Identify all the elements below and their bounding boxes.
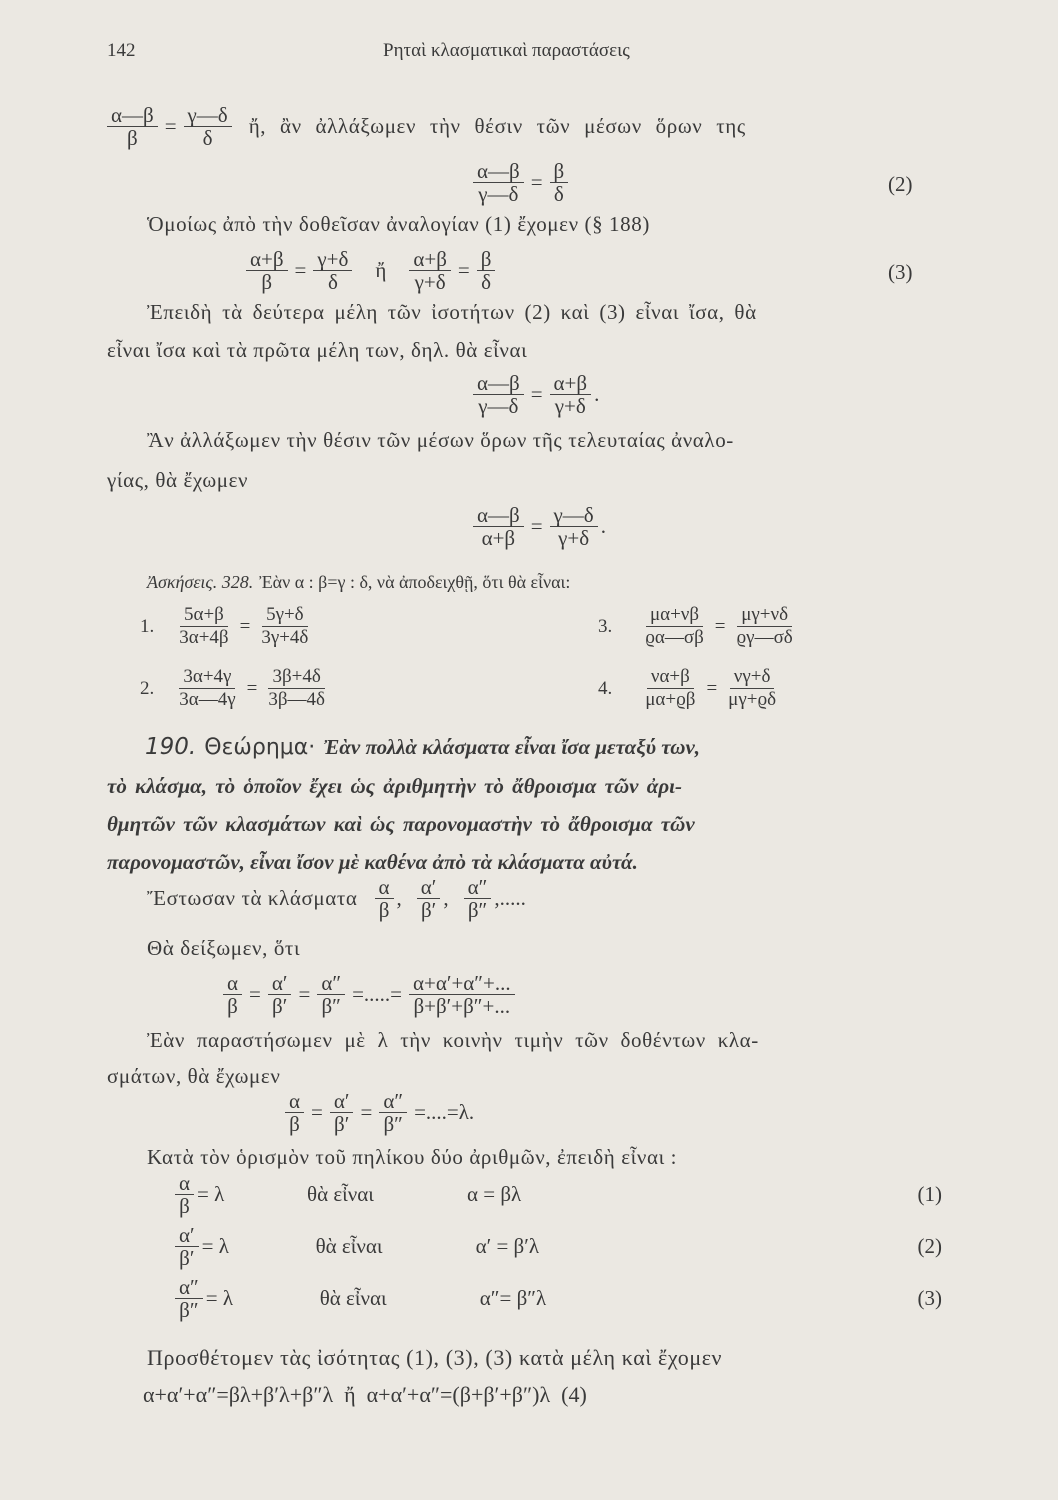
fraction xyxy=(317,972,345,1017)
numerator: α′ xyxy=(330,1090,354,1113)
equation-line xyxy=(282,1090,478,1135)
fraction xyxy=(175,604,232,649)
denominator: γ+δ xyxy=(558,526,590,550)
denominator: β xyxy=(378,898,390,922)
fraction xyxy=(724,666,780,711)
period: . xyxy=(600,514,606,538)
denominator: μγ+ϱδ xyxy=(728,689,777,710)
equals-lambda: = λ xyxy=(197,1182,225,1206)
equation-3 xyxy=(243,248,498,293)
numerator: α—β xyxy=(107,104,158,127)
paragraph-text: ἤ, ἂν ἀλλάξωμεν τὴν θέσιν τῶν μέσων ὅρων της xyxy=(248,114,746,138)
denominator: γ+δ xyxy=(414,270,446,294)
numerator: γ+δ xyxy=(313,248,352,271)
paragraph-text: Ὁμοίως ἀπὸ τὴν δοθεῖσαν ἀναλογίαν (1) ἔχομεν (§ 188) xyxy=(147,212,650,236)
numerator: 5γ+δ xyxy=(262,604,308,627)
numerator: α″ xyxy=(379,1090,407,1113)
equation-result: α′ = β′λ xyxy=(475,1234,540,1258)
numerator: 3β+4δ xyxy=(268,666,324,689)
theorem-text: θμητῶν τῶν κλασμάτων καὶ ὡς παρονομαστὴν τὸ ἄθροισμα τῶν xyxy=(107,812,695,836)
numerator: α+β xyxy=(409,248,451,271)
paragraph-text: Ἔστωσαν τὰ κλάσματα xyxy=(147,886,358,910)
or-word: ἤ xyxy=(375,258,387,282)
fraction xyxy=(550,160,569,205)
page-number: 142 xyxy=(107,40,136,61)
fraction xyxy=(473,372,524,417)
paragraph-text: σμάτων, θὰ ἔχωμεν xyxy=(107,1064,281,1088)
connector-text: θὰ εἶναι xyxy=(315,1234,383,1258)
equals: = xyxy=(164,114,177,138)
equation-row xyxy=(172,1172,942,1217)
paragraph-text: Κατὰ τὸν ὁρισμὸν τοῦ πηλίκου δύο ἀριθμῶν, ἐπειδὴ εἶναι : xyxy=(147,1145,678,1169)
numerator: α—β xyxy=(473,160,524,183)
denominator: 3β—4δ xyxy=(268,689,325,710)
exercises-label: Ἀσκήσεις. 328. xyxy=(147,572,254,592)
denominator: ϱγ—σδ xyxy=(736,627,793,648)
numerator: α″ xyxy=(175,1276,203,1299)
numerator: α+β xyxy=(246,248,288,271)
denominator: β′ xyxy=(272,994,288,1018)
paragraph-text: Ἐὰν παραστήσωμεν μὲ λ τὴν κοινὴν τιμὴν τῶν δοθέντων κλα- xyxy=(147,1028,759,1052)
denominator: δ xyxy=(553,182,564,206)
equation-result: α″= β″λ xyxy=(479,1286,547,1310)
numerator: 5α+β xyxy=(180,604,228,627)
paragraph-text: Θὰ δείξωμεν, ὅτι xyxy=(147,936,301,960)
numerator: α xyxy=(375,876,394,899)
numerator: β xyxy=(477,248,496,271)
equation-line xyxy=(470,504,606,549)
denominator: δ xyxy=(481,270,492,294)
equals: = xyxy=(530,382,543,406)
theorem-text: τὸ κλάσμα, τὸ ὁποῖον ἔχει ὡς ἀριθμητὴν τὸ ἄθροισμα τῶν ἀρι- xyxy=(107,774,683,798)
numerator: α xyxy=(175,1172,194,1195)
equals: = xyxy=(294,258,307,282)
exercise-number: 1. xyxy=(140,615,155,637)
fraction xyxy=(257,604,312,649)
equals: = xyxy=(298,982,311,1006)
fraction xyxy=(550,372,592,417)
numerator: μγ+νδ xyxy=(737,604,792,627)
denominator: β″ xyxy=(467,898,488,922)
equation-tag: (2) xyxy=(917,1234,942,1258)
equals-lambda: = λ xyxy=(201,1234,229,1258)
fraction xyxy=(175,1276,203,1321)
paragraph-text: εἶναι ἴσα καὶ τὰ πρῶτα μέλη των, δηλ. θὰ εἶναι xyxy=(107,338,528,362)
denominator: γ—δ xyxy=(478,182,519,206)
numerator: γ—δ xyxy=(184,104,232,127)
denominator: β″ xyxy=(383,1112,403,1136)
exercise-item xyxy=(140,666,332,711)
exercises-text: Ἐὰν α : β=γ : δ, νὰ ἀποδειχθῇ, ὅτι θὰ εἶναι: xyxy=(259,572,571,592)
denominator: β xyxy=(179,1194,190,1218)
numerator: μα+νβ xyxy=(646,604,703,627)
theorem-text: παρονομαστῶν, εἶναι ἴσον μὲ καθένα ἀπὸ τὰ κλάσματα αὐτά. xyxy=(107,850,638,874)
equation-line xyxy=(470,372,599,417)
denominator: α+β xyxy=(481,526,516,550)
denominator: β xyxy=(261,270,273,294)
fraction xyxy=(473,160,524,205)
comma: , xyxy=(443,886,449,910)
equals: = xyxy=(239,615,251,637)
numerator: α″ xyxy=(317,972,345,995)
period: . xyxy=(594,382,600,406)
fraction xyxy=(733,604,797,649)
denominator: δ xyxy=(327,270,338,294)
denominator: β xyxy=(127,126,138,150)
equals: = xyxy=(530,170,543,194)
equation-tag: (2) xyxy=(888,172,913,196)
fraction xyxy=(379,1090,407,1135)
equation-tag: (1) xyxy=(917,1182,942,1206)
denominator: δ xyxy=(202,126,213,150)
fraction xyxy=(550,504,598,549)
ellipsis: ,..... xyxy=(494,886,526,910)
equation-tag: (3) xyxy=(888,260,913,284)
denominator: γ—δ xyxy=(478,394,519,418)
theorem-heading xyxy=(145,734,700,760)
denominator: β+β′+β″+... xyxy=(413,994,511,1018)
fraction xyxy=(375,876,394,921)
fraction xyxy=(330,1090,354,1135)
equation-4: α+α′+α″=βλ+β′λ+β″λ ἤ α+α′+α″=(β+β′+β″)λ (4) xyxy=(143,1382,587,1407)
equals: = xyxy=(311,1100,323,1124)
comma: , xyxy=(396,886,402,910)
fraction xyxy=(285,1090,304,1135)
paragraph-text: Ἐπειδὴ τὰ δεύτερα μέλη τῶν ἰσοτήτων (2) καὶ (3) εἶναι ἴσα, θὰ xyxy=(147,300,757,324)
numerator: α′ xyxy=(268,972,292,995)
equals: = xyxy=(714,615,726,637)
equation-row xyxy=(172,1224,942,1269)
numerator: α xyxy=(223,972,242,995)
equals: = xyxy=(360,1100,373,1124)
ellipsis-equals: =.....= xyxy=(352,982,402,1006)
connector-text: θὰ εἶναι xyxy=(319,1286,387,1310)
denominator: β′ xyxy=(334,1112,350,1136)
fraction xyxy=(175,666,239,711)
equals: = xyxy=(706,677,718,699)
denominator: μα+ϱβ xyxy=(645,689,696,710)
denominator: ϱα—σβ xyxy=(645,627,704,648)
denominator: β″ xyxy=(179,1298,199,1322)
fraction xyxy=(264,666,329,711)
denominator: β′ xyxy=(179,1246,195,1270)
equation-result: α = βλ xyxy=(467,1182,522,1206)
denominator: γ+δ xyxy=(554,394,586,418)
paragraph-text: Προσθέτομεν τὰς ἰσότητας (1), (3), (3) κατὰ μέλη καὶ ἔχομεν xyxy=(147,1345,723,1370)
denominator: β xyxy=(227,994,238,1018)
exercises-heading xyxy=(147,572,570,593)
numerator: β xyxy=(550,160,569,183)
numerator: νγ+δ xyxy=(730,666,775,689)
denominator: β′ xyxy=(420,898,437,922)
fraction xyxy=(473,504,524,549)
section-number: 190. xyxy=(145,734,197,760)
connector-text: θὰ εἶναι xyxy=(307,1182,374,1206)
equals-lambda: =....=λ. xyxy=(414,1100,475,1124)
numerator: α xyxy=(285,1090,304,1113)
equals: = xyxy=(246,677,258,699)
equation-row xyxy=(172,1276,942,1321)
theorem-text: Ἐὰν πολλὰ κλάσματα εἶναι ἴσα μεταξύ των, xyxy=(323,734,701,759)
denominator: 3α—4γ xyxy=(179,689,236,710)
fraction xyxy=(246,248,288,293)
fraction xyxy=(641,604,708,649)
paragraph-text: Ἂν ἀλλάξωμεν τὴν θέσιν τῶν μέσων ὅρων τῆς τελευταίας ἀναλο- xyxy=(147,428,734,452)
numerator: να+β xyxy=(647,666,694,689)
numerator: α+β xyxy=(550,372,592,395)
equals: = xyxy=(530,514,543,538)
exercise-number: 4. xyxy=(598,677,613,699)
equation-line xyxy=(104,104,746,149)
exercise-item xyxy=(598,666,783,711)
fraction xyxy=(268,972,292,1017)
fraction xyxy=(107,104,158,149)
exercise-item xyxy=(598,604,800,649)
denominator: 3γ+4δ xyxy=(261,627,309,648)
exercise-number: 2. xyxy=(140,677,155,699)
denominator: 3α+4β xyxy=(179,627,229,648)
numerator: α—β xyxy=(473,504,524,527)
numerator: 3α+4γ xyxy=(179,666,235,689)
exercise-item xyxy=(140,604,315,649)
numerator: α—β xyxy=(473,372,524,395)
fraction xyxy=(184,104,232,149)
fraction xyxy=(313,248,352,293)
numerator: α″ xyxy=(464,876,492,899)
fraction xyxy=(175,1172,194,1217)
equation-2 xyxy=(470,160,571,205)
numerator: α′ xyxy=(175,1224,199,1247)
numerator: α′ xyxy=(417,876,441,899)
equation-line xyxy=(147,876,526,921)
fraction xyxy=(409,248,451,293)
paragraph-text: γίας, θὰ ἔχωμεν xyxy=(107,468,249,492)
fraction xyxy=(417,876,441,921)
fraction xyxy=(175,1224,199,1269)
running-title: Ρηταὶ κλασματικαὶ παραστάσεις xyxy=(383,40,630,61)
fraction xyxy=(223,972,242,1017)
fraction xyxy=(464,876,492,921)
denominator: β″ xyxy=(321,994,341,1018)
numerator: γ—δ xyxy=(550,504,598,527)
fraction xyxy=(641,666,699,711)
fraction xyxy=(409,972,515,1017)
equation-line xyxy=(220,972,518,1017)
equation-tag: (3) xyxy=(917,1286,942,1310)
theorem-title: Θεώρημα· xyxy=(204,734,316,760)
denominator: β xyxy=(289,1112,300,1136)
equals-lambda: = λ xyxy=(205,1286,234,1310)
equals: = xyxy=(249,982,261,1006)
equals: = xyxy=(457,258,470,282)
numerator: α+α′+α″+... xyxy=(409,972,515,995)
exercise-number: 3. xyxy=(598,615,613,637)
fraction xyxy=(477,248,496,293)
